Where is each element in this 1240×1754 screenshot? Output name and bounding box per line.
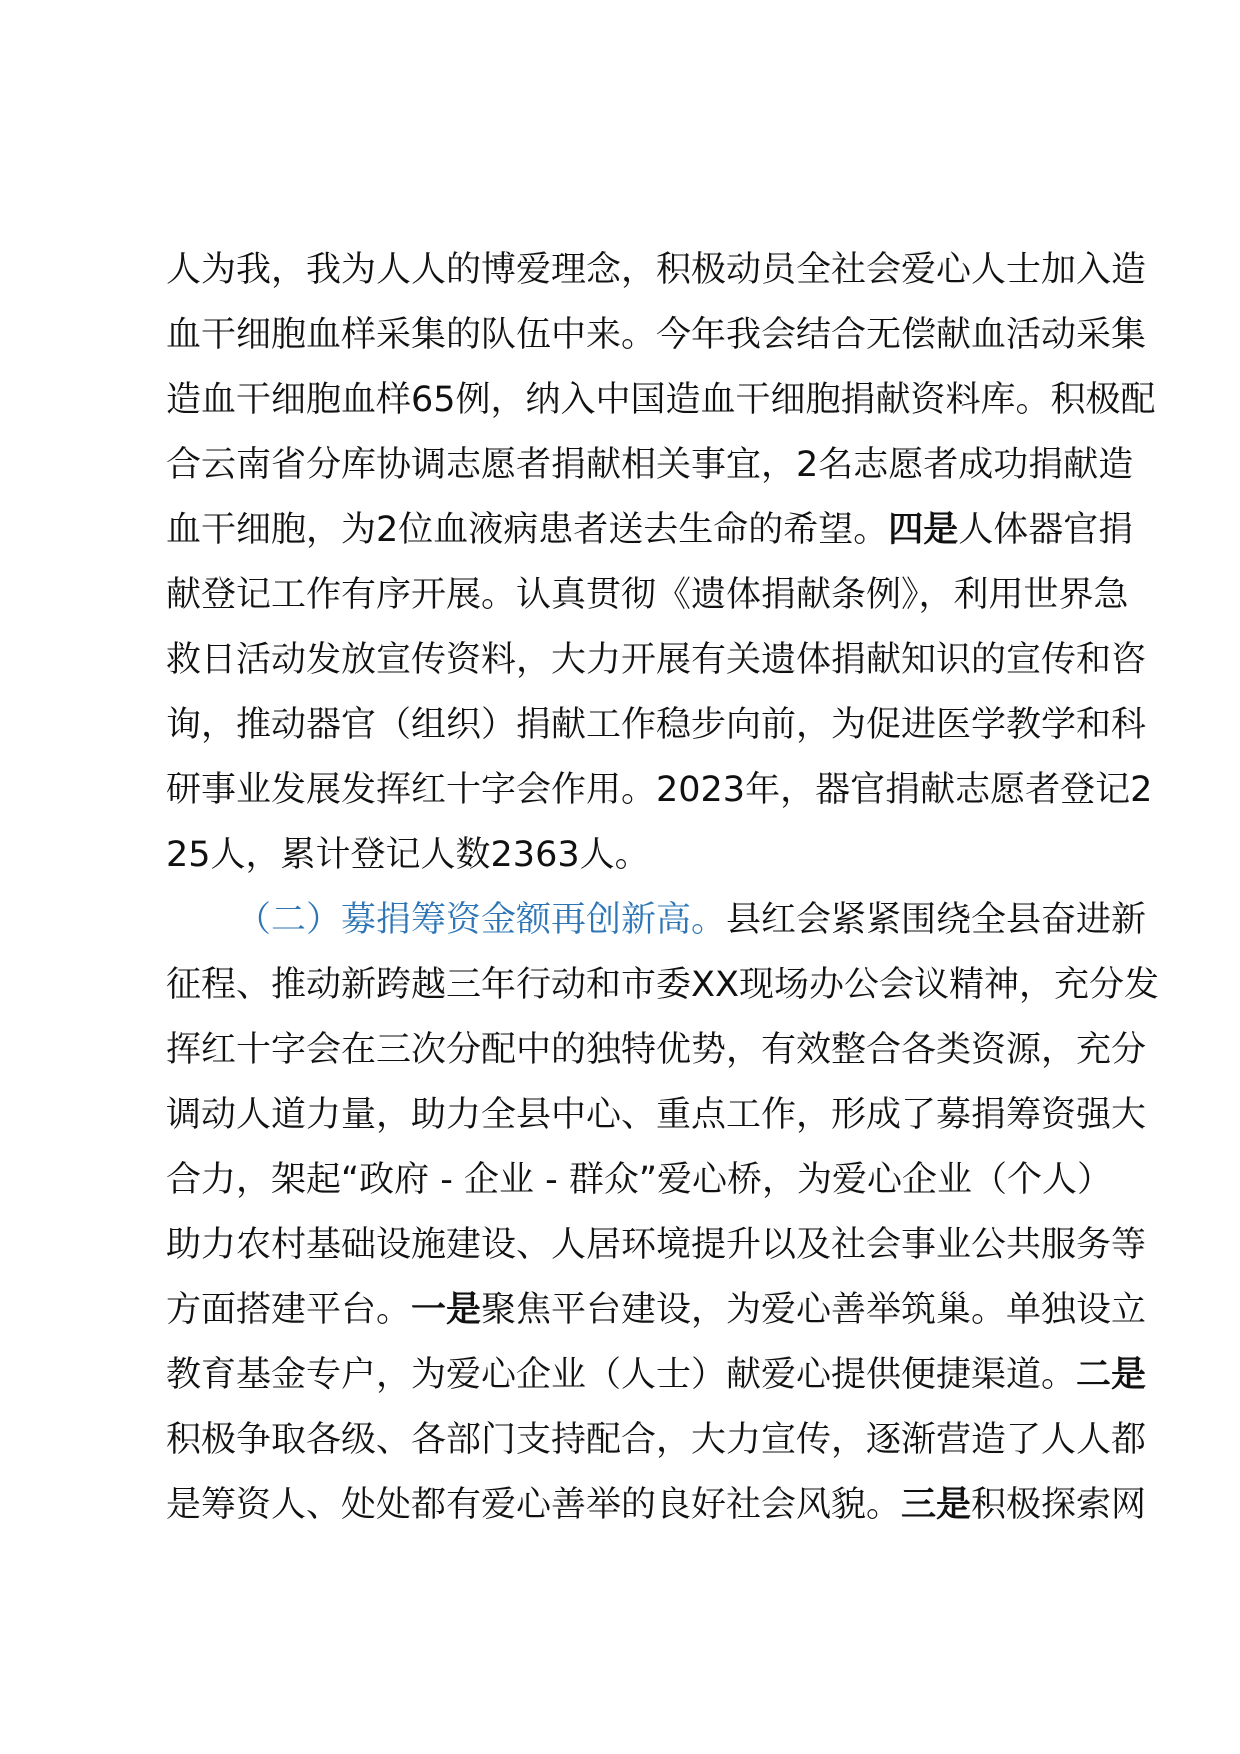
text-line xyxy=(166,758,1153,823)
text-run: 造血干细胞血样65例，纳入中国造血干细胞捐献资料库。积极配 xyxy=(166,380,1156,420)
text-run: 方面搭建平台。 xyxy=(166,1290,412,1330)
text-run: 聚焦平台建设，为爱心善举筑巢。单独设立 xyxy=(481,1290,1147,1330)
text-line xyxy=(166,1473,1147,1538)
text-run: 研事业发展发挥红十字会作用。2023年，器官捐献志愿者登记2 xyxy=(166,770,1153,810)
text-line xyxy=(166,693,1147,758)
text-run: 合力，架起“政府 - 企业 - 群众”爱心桥，为爱心企业（个人） xyxy=(166,1160,1113,1200)
bold-keyword: 二是 xyxy=(1076,1355,1147,1395)
text-run: 教育基金专户，为爱心企业（人士）献爱心提供便捷渠道。 xyxy=(166,1355,1077,1395)
text-line xyxy=(166,1343,1147,1408)
text-line xyxy=(166,238,1147,303)
text-run: 县红会紧紧围绕全县奋进新 xyxy=(726,900,1147,940)
text-run: 征程、推动新跨越三年行动和市委XX现场办公会议精神，充分发 xyxy=(166,965,1159,1005)
section-heading: （二）募捐筹资金额再创新高。 xyxy=(236,900,727,940)
text-line xyxy=(166,1148,1113,1213)
text-line xyxy=(166,1408,1147,1473)
text-line xyxy=(166,498,1134,563)
text-line xyxy=(166,1278,1147,1343)
text-line xyxy=(166,628,1147,693)
bold-keyword: 一是 xyxy=(411,1290,482,1330)
text-run: 询，推动器官（组织）捐献工作稳步向前，为促进医学教学和科 xyxy=(166,705,1147,745)
text-run: 人体器官捐 xyxy=(958,510,1134,550)
text-run: 积极争取各级、各部门支持配合，大力宣传，逐渐营造了人人都 xyxy=(166,1420,1147,1460)
text-run: 助力农村基础设施建设、人居环境提升以及社会事业公共服务等 xyxy=(166,1225,1147,1265)
body-text xyxy=(166,238,1159,1538)
text-run: 合云南省分库协调志愿者捐献相关事宜，2名志愿者成功捐献造 xyxy=(166,445,1134,485)
text-run: 献登记工作有序开展。认真贯彻《遗体捐献条例》，利用世界急 xyxy=(166,575,1129,615)
text-line xyxy=(166,823,1106,888)
text-run: 调动人道力量，助力全县中心、重点工作，形成了募捐筹资强大 xyxy=(166,1095,1147,1135)
text-run: 血干细胞血样采集的队伍中来。今年我会结合无偿献血活动采集 xyxy=(166,315,1147,355)
text-line xyxy=(166,1213,1147,1278)
text-run: 是筹资人、处处都有爱心善举的良好社会风貌。 xyxy=(166,1485,902,1525)
bold-keyword: 三是 xyxy=(901,1485,972,1525)
bold-keyword: 四是 xyxy=(888,510,959,550)
text-line xyxy=(166,1083,1147,1148)
text-line xyxy=(166,953,1159,1018)
text-line xyxy=(166,888,1147,953)
text-line xyxy=(166,1018,1147,1083)
text-line xyxy=(166,303,1147,368)
text-run: 救日活动发放宣传资料，大力开展有关遗体捐献知识的宣传和咨 xyxy=(166,640,1147,680)
text-run: 挥红十字会在三次分配中的独特优势，有效整合各类资源，充分 xyxy=(166,1030,1147,1070)
text-run: 25人，累计登记人数2363人。 xyxy=(166,835,650,875)
text-line xyxy=(166,368,1156,433)
text-run: 血干细胞，为2位血液病患者送去生命的希望。 xyxy=(166,510,889,550)
text-run: 人为我，我为人人的博爱理念，积极动员全社会爱心人士加入造 xyxy=(166,250,1147,290)
text-line xyxy=(166,433,1134,498)
text-run: 积极探索网 xyxy=(971,1485,1147,1525)
text-line xyxy=(166,563,1129,628)
